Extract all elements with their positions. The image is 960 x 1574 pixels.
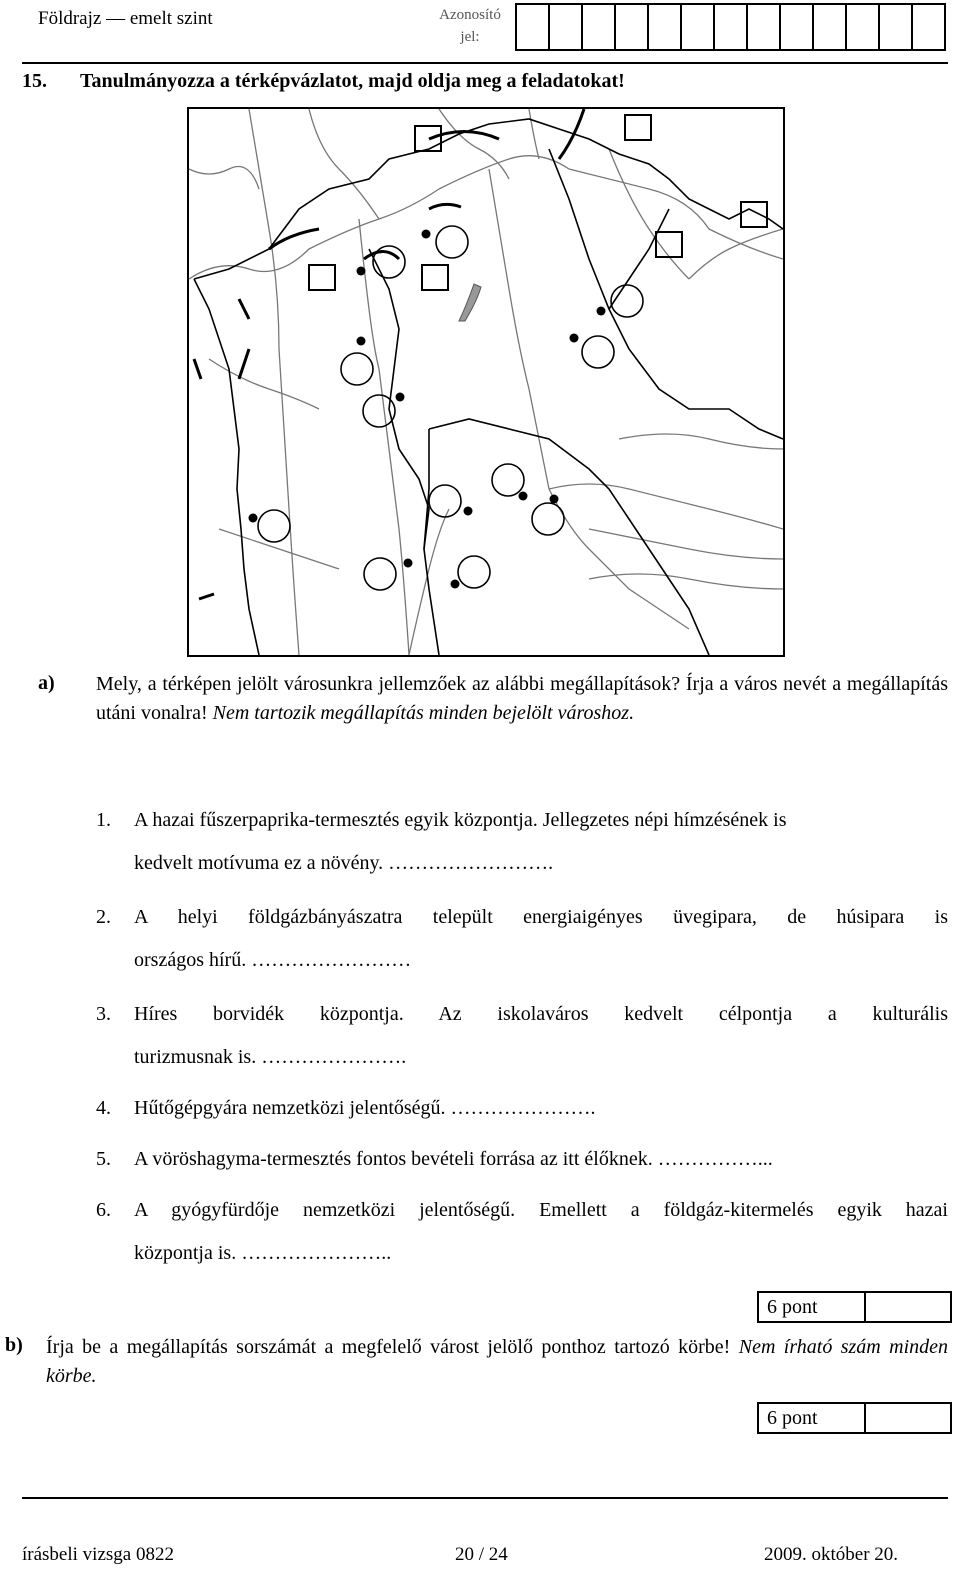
map-square[interactable] xyxy=(422,265,448,290)
id-box[interactable] xyxy=(517,5,550,49)
answer-line[interactable]: kedvelt motívuma ez a növény. ……………………. xyxy=(134,852,554,874)
statement-text[interactable]: A vöröshagyma-termesztés fontos bevételi forrása az itt élőknek. ……………... xyxy=(134,1148,773,1170)
rivers xyxy=(189,109,783,655)
city-circle[interactable] xyxy=(611,285,643,317)
points-box-a xyxy=(757,1291,952,1323)
points-label: 6 pont xyxy=(759,1404,866,1432)
map-sketch xyxy=(187,107,785,657)
id-box[interactable] xyxy=(847,5,880,49)
statement-1: 1. A hazai fűszerpaprika-termesztés egyik központja. Jellegzetes népi hímzésének is kedvelt motívuma ez a növény. ……………………. xyxy=(96,799,948,885)
part-a-intro xyxy=(96,670,948,728)
footer-rule xyxy=(22,1497,948,1499)
id-box[interactable] xyxy=(748,5,781,49)
lake-balaton xyxy=(459,284,481,321)
city-dot xyxy=(519,492,528,501)
statement-text: A hazai fűszerpaprika-termesztés egyik központja. Jellegzetes népi hímzésének is xyxy=(134,809,787,831)
statement-4: 4. Hűtőgépgyára nemzetközi jelentőségű. …………………. xyxy=(96,1097,596,1119)
part-a-label: a) xyxy=(38,672,55,694)
map-square[interactable] xyxy=(309,265,335,290)
city-dot xyxy=(570,334,579,343)
city-dot xyxy=(396,393,405,402)
answer-line[interactable]: központja is. ………………….. xyxy=(134,1242,392,1264)
id-box[interactable] xyxy=(913,5,944,49)
city-dot xyxy=(357,337,366,346)
footer-date: 2009. október 20. xyxy=(764,1544,899,1565)
id-box[interactable] xyxy=(583,5,616,49)
id-box[interactable] xyxy=(682,5,715,49)
points-score-field[interactable] xyxy=(866,1404,950,1432)
city-circle[interactable] xyxy=(436,226,468,258)
borders xyxy=(194,119,783,655)
map-square[interactable] xyxy=(741,202,767,227)
part-b-note: Nem írható szám minden körbe. xyxy=(46,1336,949,1387)
question-number: 15. xyxy=(22,70,47,92)
id-boxes[interactable] xyxy=(515,3,946,51)
city-dot xyxy=(451,580,460,589)
city-dot xyxy=(422,230,431,239)
statement-2: 2. A helyi földgázbányászatra települt energiaigényes üvegipara, de húsipara is országos hírű. …………………… xyxy=(96,896,948,982)
map-svg xyxy=(189,109,783,655)
city-dot xyxy=(464,507,473,516)
points-label: 6 pont xyxy=(759,1293,866,1321)
subject-title: Földrajz — emelt szint xyxy=(38,8,213,29)
statement-list xyxy=(96,799,948,1275)
city-dot xyxy=(597,307,606,316)
city-circle[interactable] xyxy=(492,464,524,496)
statement-text: A helyi földgázbányászatra települt energiaigényes üvegipara, de húsipara is xyxy=(134,906,948,928)
answer-line[interactable]: országos hírű. …………………… xyxy=(134,949,412,971)
statement-text[interactable]: Hűtőgépgyára nemzetközi jelentőségű. …………………. xyxy=(134,1097,596,1119)
city-circle[interactable] xyxy=(429,485,461,517)
id-box[interactable] xyxy=(715,5,748,49)
statement-3: 3. Híres borvidék központja. Az iskolaváros kedvelt célpontja a kulturális turizmusnak is. …………………. xyxy=(96,993,948,1079)
river-labels xyxy=(309,115,767,290)
map-square[interactable] xyxy=(415,126,441,151)
statement-6: 6. A gyógyfürdője nemzetközi jelentőségű. Emellett a földgáz-kitermelés egyik hazai központja is. ………………….. xyxy=(96,1189,948,1275)
city-circle[interactable] xyxy=(258,510,290,542)
answer-line[interactable]: turizmusnak is. …………………. xyxy=(134,1046,407,1068)
id-label: Azonosító jel: xyxy=(439,7,501,45)
city-circle[interactable] xyxy=(532,503,564,535)
city-circle[interactable] xyxy=(364,558,396,590)
statement-text: A gyógyfürdője nemzetközi jelentőségű. Emellett a földgáz-kitermelés egyik hazai xyxy=(134,1199,948,1221)
map-square[interactable] xyxy=(625,115,651,140)
id-box[interactable] xyxy=(649,5,682,49)
question-text: Tanulmányozza a térképvázlatot, majd oldja meg a feladatokat! xyxy=(80,70,625,92)
id-box[interactable] xyxy=(814,5,847,49)
question-title xyxy=(22,70,625,93)
part-b-label: b) xyxy=(5,1334,23,1356)
footer-page-number: 20 / 24 xyxy=(455,1544,508,1565)
city-dot xyxy=(550,495,559,504)
id-box[interactable] xyxy=(616,5,649,49)
points-score-field[interactable] xyxy=(866,1293,950,1321)
city-circle[interactable] xyxy=(341,353,373,385)
id-box[interactable] xyxy=(781,5,814,49)
part-a-intro-text: Mely, a térképen jelölt városunkra jellemzőek az alábbi megállapítások? Írja a város nevét a megállapítás utáni vonalra! xyxy=(96,673,948,724)
city-dot xyxy=(249,514,258,523)
city-dot xyxy=(404,559,413,568)
id-box[interactable] xyxy=(880,5,913,49)
part-a-intro-note: Nem tartozik megállapítás minden bejelölt városhoz. xyxy=(212,702,635,724)
points-box-b xyxy=(757,1402,952,1434)
mountain-ridges xyxy=(194,109,584,599)
city-circle[interactable] xyxy=(582,336,614,368)
statement-5: 5. A vöröshagyma-termesztés fontos bevételi forrása az itt élőknek. ……………... xyxy=(96,1148,773,1170)
header-rule xyxy=(22,62,948,64)
city-circle[interactable] xyxy=(373,246,405,278)
part-b-text xyxy=(46,1333,948,1391)
city-circle[interactable] xyxy=(458,556,490,588)
city-dot xyxy=(357,267,366,276)
part-b-instruction: Írja be a megállapítás sorszámát a megfelelő várost jelölő ponthoz tartozó körbe! xyxy=(46,1336,731,1358)
footer-exam-code: írásbeli vizsga 0822 xyxy=(22,1544,174,1565)
statement-text: Híres borvidék központja. Az iskolaváros kedvelt célpontja a kulturális xyxy=(134,1003,948,1025)
id-box[interactable] xyxy=(550,5,583,49)
